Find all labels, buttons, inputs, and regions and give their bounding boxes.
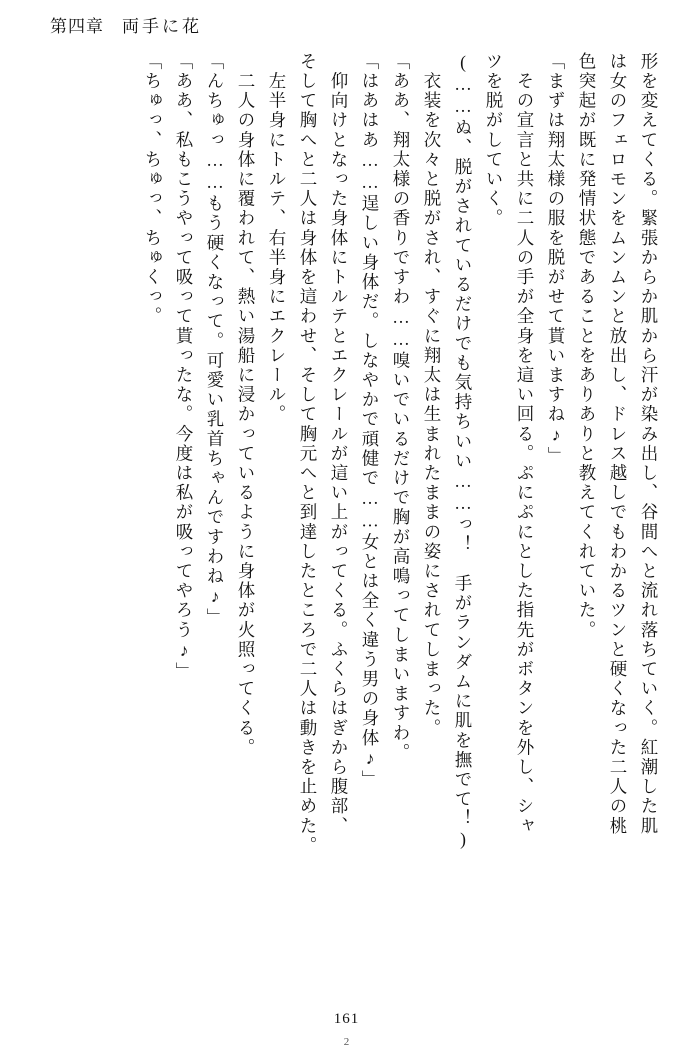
vertical-text-body xyxy=(44,52,657,992)
text-line: 「ちゅっ、ちゅっ、ちゅくっ。 xyxy=(143,52,163,327)
text-line: 「ああ、翔太様の香りですわ……嗅いでいるだけで胸が高鳴ってしまいますわ。 xyxy=(391,52,411,763)
text-line: 色突起が既に発情状態であることをありありと教えてくれていた。 xyxy=(577,52,597,640)
text-line: 左半身にトルテ、右半身にエクレール。 xyxy=(267,52,287,425)
text-line: 「んちゅっ……もう硬くなって。可愛い乳首ちゃんですわね♪」 xyxy=(205,52,225,628)
text-line: そして胸へと二人は身体を這わせ、そして胸元へと到達したところで二人は動きを止めた。 xyxy=(298,52,318,856)
text-line: 「ああ、私もこうやって吸って貰ったな。今度は私が吸ってやろう♪」 xyxy=(174,52,194,682)
page-footmark: 2 xyxy=(343,1036,350,1048)
text-line: 二人の身体に覆われて、熱い湯船に浸かっているように身体が火照ってくる。 xyxy=(236,52,256,758)
chapter-title: 両手に花 xyxy=(122,17,202,36)
chapter-number: 第四章 xyxy=(50,17,104,36)
text-line: ツを脱がしていく。 xyxy=(484,52,504,229)
page-header xyxy=(50,12,202,37)
text-line: 形を変えてくる。緊張からか肌から汗が染み出し、谷間へと流れ落ちていく。紅潮した肌 xyxy=(639,52,659,836)
text-line: 衣装を次々と脱がされ、すぐに翔太は生まれたままの姿にされてしまった。 xyxy=(422,52,442,738)
text-line: 「はあはあ……逞しい身体だ。しなやかで頑健で……女とは全く違う男の身体♪」 xyxy=(360,52,380,790)
text-line: 仰向けとなった身体にトルテとエクレールが這い上がってくる。ふくらはぎから腹部、 xyxy=(329,52,349,836)
text-line: その宣言と共に二人の手が全身を這い回る。ぷにぷにとした指先がボタンを外し、シャ xyxy=(515,52,535,836)
text-line: (……ぬ、脱がされているだけでも気持ちいい……っ！ 手がランダムに肌を撫でて！) xyxy=(453,52,473,851)
page-number: 161 xyxy=(333,1011,360,1027)
text-line: 「まずは翔太様の服を脱がせて貰いますね♪」 xyxy=(546,52,566,467)
text-line: は女のフェロモンをムンムンと放出し、ドレス越しでもわかるツンと硬くなった二人の桃 xyxy=(608,52,628,836)
